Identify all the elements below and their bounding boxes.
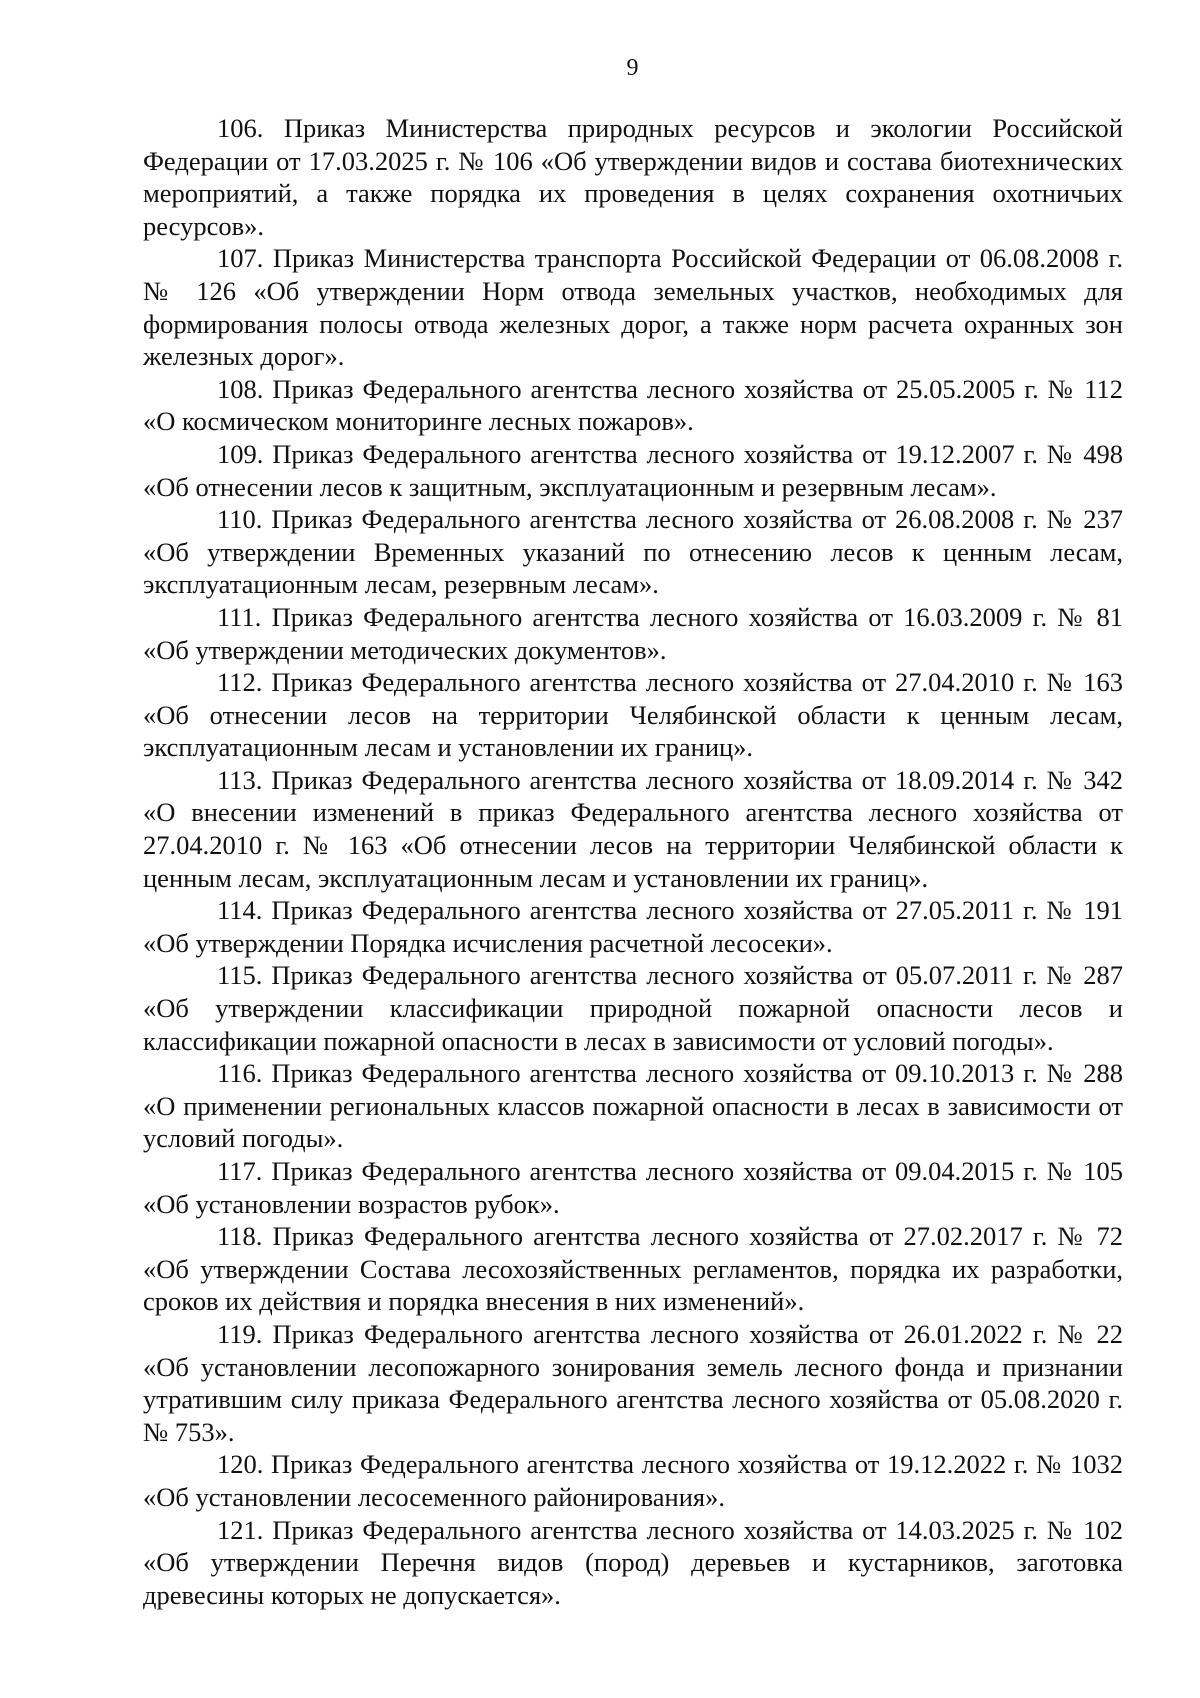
list-item: 111. Приказ Федерального агентства лесного хозяйства от 16.03.2009 г. № 81 «Об утверждении методических документов». bbox=[143, 601, 1123, 665]
list-item: 119. Приказ Федерального агентства лесного хозяйства от 26.01.2022 г. № 22 «Об установлении лесопожарного зонирования земель лесного фонда и признании утратившим силу приказа Федерального агентства лесного хозяйства от 05.08.2020 г. № 753». bbox=[143, 1318, 1123, 1447]
list-item: 118. Приказ Федерального агентства лесного хозяйства от 27.02.2017 г. № 72 «Об утверждении Состава лесохозяйственных регламентов, порядка их разработки, сроков их действия и порядка внесения в них изменений». bbox=[143, 1221, 1123, 1317]
list-item: 120. Приказ Федерального агентства лесного хозяйства от 19.12.2022 г. № 1032 «Об установлении лесосеменного районирования». bbox=[143, 1449, 1123, 1512]
list-item: 112. Приказ Федерального агентства лесного хозяйства от 27.04.2010 г. № 163 «Об отнесении лесов на территории Челябинской области к ценным лесам, эксплуатационным лесам и установлении их границ». bbox=[143, 667, 1123, 763]
list-item: 108. Приказ Федерального агентства лесного хозяйства от 25.05.2005 г. № 112 «О космическом мониторинге лесных пожаров». bbox=[143, 373, 1123, 437]
list-item: 117. Приказ Федерального агентства лесного хозяйства от 09.04.2015 г. № 105 «Об установлении возрастов рубок». bbox=[143, 1156, 1123, 1219]
list-item: 121. Приказ Федерального агентства лесного хозяйства от 14.03.2025 г. № 102 «Об утверждении Перечня видов (пород) деревьев и кустарников, заготовка древесины которых не допускается». bbox=[143, 1514, 1123, 1610]
list-item: 115. Приказ Федерального агентства лесного хозяйства от 05.07.2011 г. № 287 «Об утверждении классификации природной пожарной опасности лесов и классификации пожарной опасности в лесах в зависимости от условий погоды». bbox=[143, 960, 1123, 1056]
page-number: 9 bbox=[626, 55, 639, 81]
list-item: 110. Приказ Федерального агентства лесного хозяйства от 26.08.2008 г. № 237 «Об утверждении Временных указаний по отнесению лесов к ценным лесам, эксплуатационным лесам, резервным лесам». bbox=[143, 504, 1123, 600]
list-item: 109. Приказ Федерального агентства лесного хозяйства от 19.12.2007 г. № 498 «Об отнесении лесов к защитным, эксплуатационным и резервным лесам». bbox=[143, 438, 1123, 502]
list-item: 116. Приказ Федерального агентства лесного хозяйства от 09.10.2013 г. № 288 «О применении региональных классов пожарной опасности в лесах в зависимости от условий погоды». bbox=[143, 1058, 1123, 1154]
list-item: 107. Приказ Министерства транспорта Российской Федерации от 06.08.2008 г. № 126 «Об утверждении Норм отвода земельных участков, необходимых для формирования полосы отвода железных дорог, а также норм расчета охранных зон железных дорог». bbox=[143, 243, 1123, 372]
list-item: 113. Приказ Федерального агентства лесного хозяйства от 18.09.2014 г. № 342 «О внесении изменений в приказ Федерального агентства лесного хозяйства от 27.04.2010 г. № 163 «Об отнесении лесов на территории Челябинской области к ценным лесам, эксплуатационным лесам и установлении их границ». bbox=[143, 764, 1123, 893]
list-item: 114. Приказ Федерального агентства лесного хозяйства от 27.05.2011 г. № 191 «Об утверждении Порядка исчисления расчетной лесосеки». bbox=[143, 895, 1123, 958]
document-body bbox=[143, 112, 1123, 1611]
list-item: 106. Приказ Министерства природных ресурсов и экологии Российской Федерации от 17.03.2025 г. № 106 «Об утверждении видов и состава биотехнических мероприятий, а также порядка их проведения в целях сохранения охотничьих ресурсов». bbox=[143, 113, 1123, 241]
